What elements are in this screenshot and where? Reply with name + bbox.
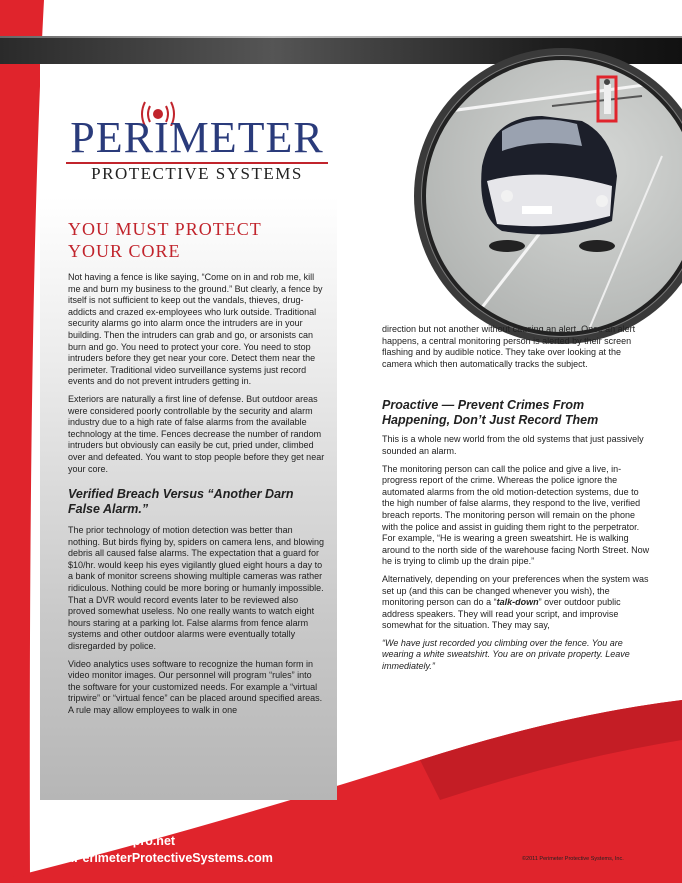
right-paragraph-1: direction but not another without causing an alert. Once an alert happens, a central monitoring person is alerted by their screen flashing and by audible notice. They take over looking at the camera which then automatically tracks the subject. [382,324,636,369]
phone-number[interactable]: 1-866-633-3813 [42,815,149,832]
left-paragraph-3: The prior technology of motion detection was better than nothing. But birds flying by, spiders on camera lens, and blowing debris all caused false alarms. The expectation that a guard for $10/hr. would keep his eyes vigilantly glued eight hours a day to a bank of monitor screens showing multiple cameras was rather ridiculous. Nothing could be more boring or humanly impossible. That a DVR would record events later to be reviewed also proved somewhat useless. No one really wants to watch eight hours staring at a parking lot. False alarms from fence alarm systems and other outdoor alarms were eventually totally disregarded by police. [68,525,324,652]
right-column [382,324,652,679]
company-logo [66,96,328,188]
right-paragraph-2: This is a whole new world from the old systems that just passively sounded an alarm. [382,434,644,456]
contact-block [42,814,273,867]
email-link[interactable]: ken@perimeterpro.net [42,834,176,848]
right-paragraph-4-start: Alternatively, depending on your preferences when the system was set up (and this can be changed whenever you wish), the monitoring person can do a “ [382,573,649,608]
website-link[interactable]: www.PerimeterProtectiveSystems.com [42,851,273,865]
right-paragraph-3: The monitoring person can call the police and give a live, in-progress report of the crime. Whereas the police ignore the automated alarms from the old motion-detection systems, due to the high number of false alarms, they respond to the live, verified breach reports. The monitoring person will remain on the phone with the police and assist in guiding them right to the perpetrator. For example, “He is wearing a green sweatshirt. He is walking around to the north side of the warehouse facing North Street. Now he is trying to climb up the drain pipe.” [382,463,650,567]
page-headline [68,218,328,262]
right-subheading: Proactive — Prevent Crimes From Happening, Don’t Just Record Them [382,398,599,428]
right-paragraph-4-end: ” over outdoor public address speakers. They will read your script, and improvise somewhat for the situation. They may say, [382,597,621,631]
talk-down-quote: “We have just recorded you climbing over the fence. You are wearing a white sweatshirt. You are on private property. Leave immediately.” [382,637,630,672]
left-subheading: Verified Breach Versus “Another Darn False Alarm.” [68,487,294,517]
copyright-notice: ©2011 Perimeter Protective Systems, Inc. [522,856,624,862]
left-paragraph-1: Not having a fence is like saying, “Come on in and rob me, kill me and burn my business to the ground.” But clearly, a fence by itself is not sufficient to keep out the vandals, thieves, drug-addicts and crazed ex-employees who lurk outside. Traditional security alarms go into alarm once the intruders are in your building. Then the intruders can grab and go, or arsonists can burn and go. You need to protect your core. You need to stop intruders before they get near your core. Detect them near the perimeter. Traditional video surveillance systems just record events and do not prevent intruders getting in. [68,272,323,387]
logo-name: PERIMETER [70,113,324,162]
headline-line-1: YOU MUST PROTECT [68,219,262,239]
left-column [68,272,326,723]
talk-down-term: talk-down [496,597,539,608]
left-paragraph-2: Exteriors are naturally a first line of defense. But outdoor areas were considered poorly controllable by the security and alarm industry due to a high rate of false alarms from the available technology at the time. Fences decrease the number of random intruders but obviously can easily be cut, pried under, climbed over and defeated. You want to stop people before they get near your core. [68,393,325,474]
surveillance-photo [412,46,682,346]
right-paragraph-4 [382,574,652,632]
left-paragraph-4: Video analytics uses software to recognize the human form in video monitor images. Our personnel will program “rules” into the software for your customized needs. For example a “virtual tripwire” or “virtual fence” can be placed around specified areas. A rule may allow employees to walk in one [68,658,323,715]
headline-line-2: YOUR CORE [68,241,181,261]
logo-tagline: PROTECTIVE SYSTEMS [91,164,303,183]
